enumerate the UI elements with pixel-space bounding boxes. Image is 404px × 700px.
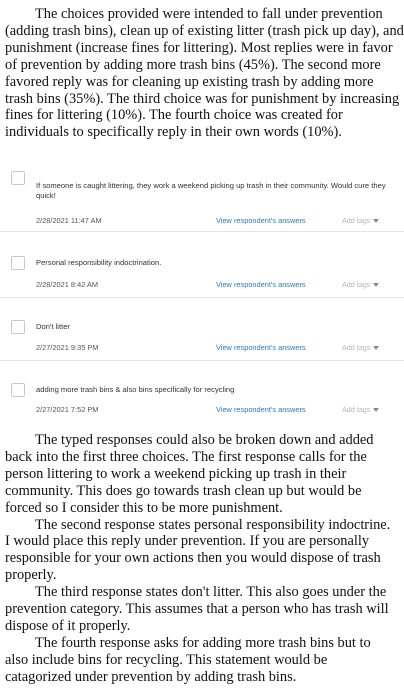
response-date-1: 2/28/2021 11:47 AM [36, 216, 102, 225]
response-item-3 [0, 298, 404, 361]
add-tags-label-2: Add tags [342, 280, 371, 289]
analysis-paragraph-2: The second response states personal responsibility indoctrine. I would place this reply under prevention. If you are personally responsible for your own actions then you would dispose of trash properly. [5, 516, 391, 584]
add-tags-label-3: Add tags [342, 343, 371, 352]
add-tags-label-1: Add tags [342, 216, 371, 225]
chevron-down-icon [373, 283, 379, 287]
response-item-2 [0, 232, 404, 298]
add-tags-dropdown-3[interactable] [342, 343, 379, 352]
response-date-2: 2/28/2021 8:42 AM [36, 280, 99, 289]
analysis-paragraph-3: The third response states don't litter. This also goes under the prevention category. This assumes that a person who has trash will dispose of it properly. [5, 584, 389, 634]
view-respondent-answers-link-3[interactable]: View respondent's answers [216, 343, 306, 352]
response-text-1: If someone is caught littering, they work a weekend picking up trash in their community. Would cure they quick! [36, 181, 386, 200]
view-respondent-answers-link-1[interactable]: View respondent's answers [216, 216, 306, 225]
add-tags-dropdown-1[interactable] [342, 216, 379, 225]
response-text-4: adding more trash bins & also bins specifically for recycling [36, 385, 235, 394]
add-tags-label-4: Add tags [342, 405, 371, 414]
analysis-paragraph-4: The fourth response asks for adding more trash bins but to also include bins for recycling. This statement would be catagorized under prevention by adding trash bins. [5, 634, 371, 685]
analysis-section [0, 432, 400, 686]
response-item-4 [0, 361, 404, 425]
response-checkbox-3[interactable] [11, 320, 25, 334]
response-text-3: Don't litter [36, 322, 70, 331]
analysis-paragraph-1: The typed responses could also be broken down and added back into the first three choices. The first response calls for the person littering to work a weekend picking up trash in their community. This does go towards trash clean up but would be forced so I consider this to be more punishment. [5, 432, 374, 516]
add-tags-dropdown-4[interactable] [342, 405, 379, 414]
response-text-2: Personal responsibility indoctrination. [36, 258, 162, 267]
chevron-down-icon [373, 219, 379, 223]
response-list [0, 166, 404, 425]
response-item-1 [0, 166, 404, 232]
response-date-3: 2/27/2021 9:35 PM [36, 343, 99, 352]
add-tags-dropdown-2[interactable] [342, 280, 379, 289]
response-checkbox-2[interactable] [11, 256, 25, 270]
intro-paragraph: The choices provided were intended to fall under prevention (adding trash bins), clean up of existing litter (trash pick up day), and punishment (increase fines for littering). Most replies were in favor of prevention by adding more trash bins (45%). The second more favored reply was for cleaning up existing trash by adding more trash bins (35%). The third choice was for punishment by increasing fines for littering (10%). The fourth choice was created for individuals to specifically reply in their own words (10%). [5, 6, 404, 141]
response-checkbox-4[interactable] [11, 383, 25, 397]
chevron-down-icon [373, 346, 379, 350]
view-respondent-answers-link-4[interactable]: View respondent's answers [216, 405, 306, 414]
response-checkbox-1[interactable] [11, 171, 25, 185]
chevron-down-icon [373, 408, 379, 412]
response-date-4: 2/27/2021 7:52 PM [36, 405, 99, 414]
view-respondent-answers-link-2[interactable]: View respondent's answers [216, 280, 306, 289]
